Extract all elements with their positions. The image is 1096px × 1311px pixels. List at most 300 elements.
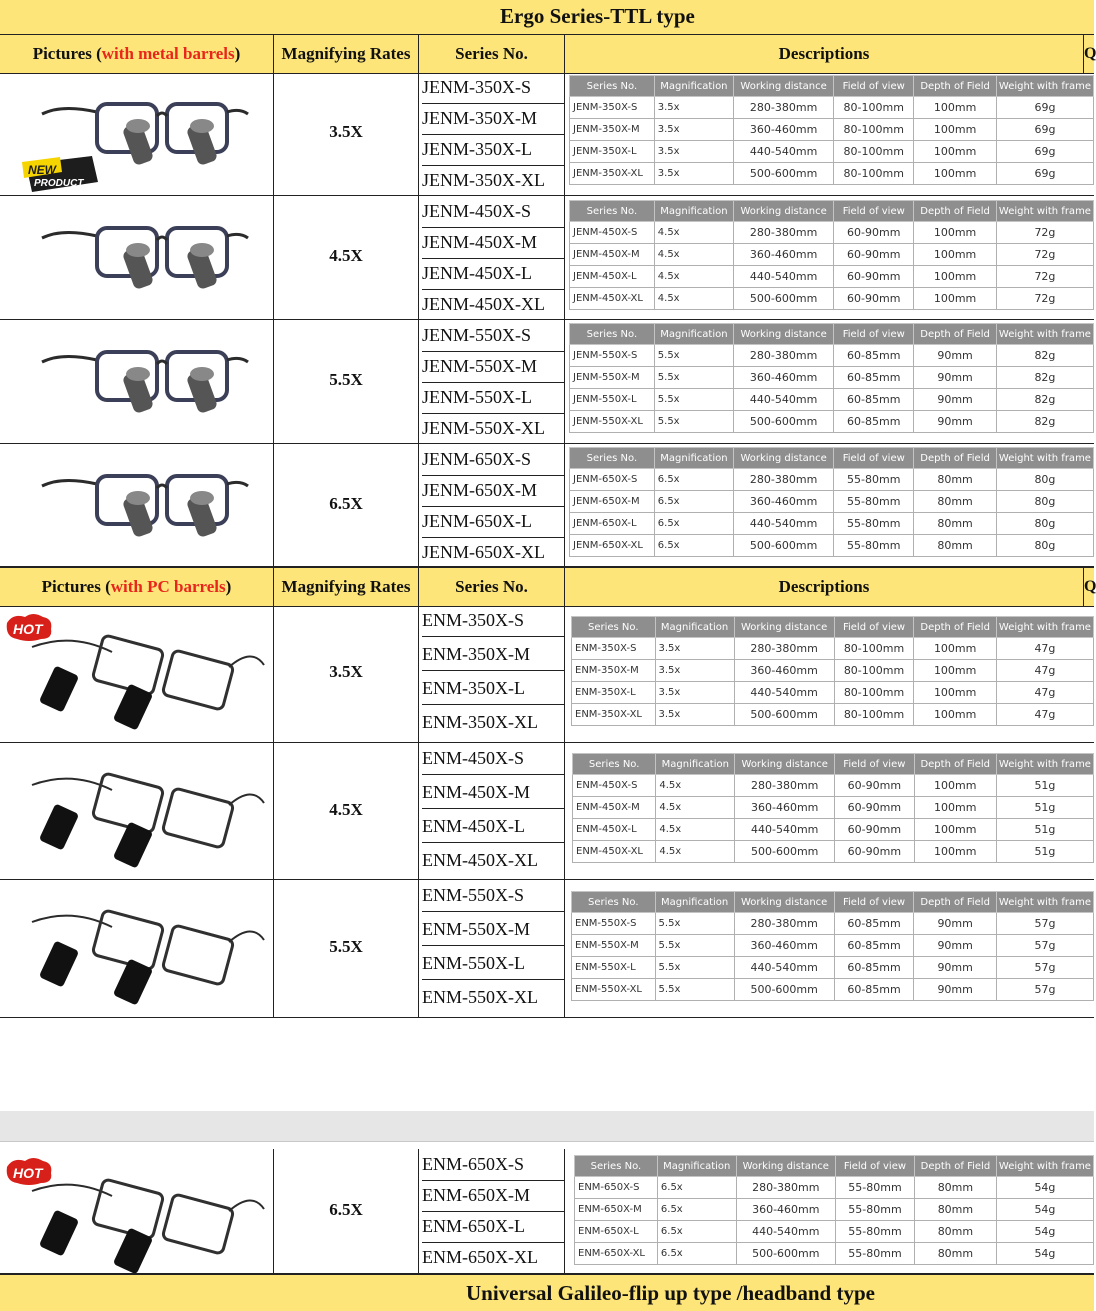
series-number: ENM-550X-L — [422, 948, 564, 980]
series-number: ENM-450X-L — [422, 811, 564, 843]
spec-column-header: Depth of Field — [914, 617, 996, 638]
spec-cell: 47g — [996, 660, 1093, 682]
series-number: JENM-450X-S — [422, 196, 564, 228]
spec-cell: 3.5x — [655, 638, 734, 660]
product-image — [2, 446, 270, 565]
product-image — [2, 882, 270, 1016]
table-row — [573, 797, 1094, 819]
spec-cell: ENM-350X-S — [572, 638, 656, 660]
spec-cell: 280-380mm — [734, 97, 834, 119]
spec-column-header: Working distance — [735, 754, 835, 775]
spec-cell: 90mm — [914, 411, 997, 433]
spec-cell: 360-460mm — [734, 491, 834, 513]
spec-cell: 4.5x — [656, 775, 735, 797]
spec-cell: 4.5x — [654, 244, 733, 266]
hot-badge — [3, 1155, 55, 1194]
spec-cell: 100mm — [914, 97, 997, 119]
spec-cell: 80g — [996, 513, 1093, 535]
spec-cell: 500-600mm — [734, 411, 834, 433]
spec-cell: 90mm — [914, 913, 996, 935]
series-number: ENM-550X-XL — [422, 987, 538, 1007]
table-row — [570, 119, 1094, 141]
spec-cell: 72g — [996, 222, 1093, 244]
table-row — [572, 682, 1094, 704]
table-row — [570, 367, 1094, 389]
spec-table — [569, 75, 1094, 185]
spec-column-header: Working distance — [734, 892, 834, 913]
spec-column-header: Depth of Field — [914, 76, 997, 97]
series-number: JENM-650X-XL — [422, 542, 545, 562]
table-row — [573, 819, 1094, 841]
series-number: ENM-650X-M — [422, 1180, 564, 1212]
spec-cell: 100mm — [914, 288, 997, 310]
spec-column-header: Magnification — [654, 76, 733, 97]
spec-cell: 60-90mm — [835, 819, 914, 841]
series-number: JENM-350X-L — [422, 134, 564, 166]
spec-cell: 3.5x — [655, 660, 734, 682]
spec-cell: 100mm — [914, 660, 996, 682]
magnifying-rate: 4.5X — [329, 246, 363, 265]
spec-cell: 82g — [996, 411, 1093, 433]
header-magnifying: Magnifying Rates — [274, 35, 419, 73]
spec-cell: 60-90mm — [835, 841, 914, 863]
spec-cell: 60-90mm — [835, 797, 914, 819]
spec-cell: 5.5x — [654, 367, 733, 389]
header-pictures — [0, 568, 274, 606]
badge-hot-text: HOT — [13, 621, 43, 637]
spec-cell: 60-85mm — [834, 367, 914, 389]
spec-column-header: Field of view — [834, 617, 914, 638]
series-number: ENM-450X-XL — [422, 850, 538, 870]
spec-cell: 440-540mm — [734, 266, 834, 288]
spec-cell: ENM-350X-L — [572, 682, 656, 704]
header-series: Series No. — [419, 35, 565, 73]
spec-cell: 80-100mm — [834, 97, 914, 119]
spec-cell: 4.5x — [654, 266, 733, 288]
spec-cell: 57g — [996, 957, 1093, 979]
spec-cell: 80-100mm — [834, 638, 914, 660]
series-number: ENM-550X-M — [422, 914, 564, 946]
spec-cell: 80g — [996, 491, 1093, 513]
spec-column-header: Magnification — [654, 201, 733, 222]
header-pictures-highlight: with PC barrels — [110, 577, 226, 596]
spec-cell: 5.5x — [655, 913, 734, 935]
spec-table — [574, 1155, 1094, 1265]
table-row — [570, 345, 1094, 367]
spec-cell: 100mm — [914, 244, 997, 266]
spec-column-header: Magnification — [654, 324, 733, 345]
spec-cell: 440-540mm — [734, 389, 834, 411]
series-number: ENM-450X-M — [422, 777, 564, 809]
spec-cell: 51g — [996, 775, 1093, 797]
spec-cell: 47g — [996, 704, 1093, 726]
spec-cell: ENM-450X-M — [573, 797, 656, 819]
spec-cell: 51g — [996, 841, 1093, 863]
spec-column-header: Magnification — [656, 754, 735, 775]
spec-column-header: Depth of Field — [914, 1156, 996, 1177]
spec-column-header: Depth of Field — [914, 324, 997, 345]
spec-cell: 80mm — [914, 1221, 996, 1243]
spec-cell: JENM-350X-L — [570, 141, 655, 163]
spec-cell: 80-100mm — [834, 163, 914, 185]
spec-column-header: Field of view — [834, 324, 914, 345]
spec-cell: 60-90mm — [834, 222, 914, 244]
magnifying-rate: 5.5X — [329, 937, 363, 956]
spec-cell: 100mm — [914, 775, 996, 797]
spec-cell: 4.5x — [656, 797, 735, 819]
spec-cell: JENM-450X-L — [570, 266, 655, 288]
table-row — [575, 1177, 1094, 1199]
spec-cell: 51g — [996, 797, 1093, 819]
spec-cell: 80mm — [914, 491, 997, 513]
table-row — [572, 660, 1094, 682]
spec-column-header: Working distance — [734, 617, 834, 638]
spec-column-header: Depth of Field — [914, 448, 997, 469]
spec-cell: 280-380mm — [734, 469, 834, 491]
badge-product-text: PRODUCT — [34, 178, 84, 189]
spec-cell: 500-600mm — [734, 704, 834, 726]
spec-cell: 60-85mm — [834, 957, 914, 979]
series-number: JENM-350X-M — [422, 103, 564, 135]
spec-column-header: Series No. — [572, 617, 656, 638]
page-title-bar — [0, 0, 1094, 35]
series-number: ENM-350X-XL — [422, 712, 538, 732]
badge-new-text: NEW — [28, 163, 56, 177]
spec-column-header: Series No. — [570, 201, 655, 222]
spec-cell: 280-380mm — [734, 345, 834, 367]
spec-cell: JENM-550X-S — [570, 345, 655, 367]
spec-cell: JENM-350X-S — [570, 97, 655, 119]
spec-column-header: Working distance — [734, 448, 834, 469]
table-row — [570, 535, 1094, 557]
spec-cell: 90mm — [914, 389, 997, 411]
spec-cell: 82g — [996, 367, 1093, 389]
spec-cell: 4.5x — [654, 222, 733, 244]
spec-cell: 60-85mm — [834, 411, 914, 433]
spec-cell: 60-85mm — [834, 979, 914, 1001]
series-number: JENM-650X-S — [422, 444, 564, 476]
spec-cell: 54g — [996, 1243, 1093, 1265]
header-descriptions: Descriptions — [565, 568, 1084, 606]
spec-column-header: Magnification — [655, 617, 734, 638]
spec-table-header — [570, 201, 1094, 222]
spec-cell: ENM-650X-S — [575, 1177, 658, 1199]
table-row — [572, 638, 1094, 660]
spec-column-header: Field of view — [834, 201, 914, 222]
series-number: ENM-650X-L — [422, 1211, 564, 1243]
product-image — [2, 322, 270, 442]
badge-hot-text: HOT — [13, 1165, 43, 1181]
spec-cell: 5.5x — [654, 411, 733, 433]
table-row — [575, 1243, 1094, 1265]
spec-cell: JENM-450X-S — [570, 222, 655, 244]
spec-column-header: Weight with frame — [996, 324, 1093, 345]
spec-cell: 440-540mm — [734, 513, 834, 535]
spec-column-header: Weight with frame — [996, 892, 1093, 913]
spec-cell: 440-540mm — [734, 957, 834, 979]
spec-cell: ENM-550X-L — [572, 957, 656, 979]
spec-table-header — [573, 754, 1094, 775]
spec-cell: 80mm — [914, 513, 997, 535]
series-number: JENM-450X-XL — [422, 294, 545, 314]
spec-column-header: Series No. — [572, 892, 656, 913]
spec-cell: ENM-650X-XL — [575, 1243, 658, 1265]
spec-cell: 3.5x — [654, 119, 733, 141]
spec-cell: 57g — [996, 913, 1093, 935]
spec-cell: 55-80mm — [836, 1177, 915, 1199]
series-number: JENM-650X-L — [422, 506, 564, 538]
spec-column-header: Series No. — [570, 76, 655, 97]
series-number: JENM-450X-M — [422, 227, 564, 259]
spec-cell: JENM-650X-XL — [570, 535, 655, 557]
spec-cell: 100mm — [914, 266, 997, 288]
spec-cell: 80g — [996, 535, 1093, 557]
spec-cell: 5.5x — [654, 345, 733, 367]
series-number: JENM-450X-L — [422, 258, 564, 290]
header-pictures-suffix: ) — [234, 44, 241, 63]
series-number: ENM-650X-S — [422, 1149, 564, 1181]
spec-cell: JENM-350X-XL — [570, 163, 655, 185]
table-row — [570, 513, 1094, 535]
spec-cell: ENM-450X-S — [573, 775, 656, 797]
spec-cell: 6.5x — [657, 1243, 736, 1265]
spec-cell: 100mm — [914, 797, 996, 819]
spec-cell: JENM-650X-M — [570, 491, 655, 513]
spec-cell: JENM-550X-L — [570, 389, 655, 411]
magnifying-rate: 6.5X — [329, 1199, 363, 1219]
series-number: ENM-550X-S — [422, 880, 564, 912]
spec-cell: JENM-550X-XL — [570, 411, 655, 433]
spec-cell: 55-80mm — [836, 1243, 915, 1265]
spec-cell: 60-90mm — [834, 266, 914, 288]
table-row — [572, 935, 1094, 957]
spec-column-header: Field of view — [834, 448, 914, 469]
table-row — [570, 97, 1094, 119]
series-number: ENM-350X-M — [422, 639, 564, 671]
spec-column-header: Working distance — [736, 1156, 835, 1177]
spec-cell: 500-600mm — [736, 1243, 835, 1265]
spec-cell: 80-100mm — [834, 660, 914, 682]
table-row — [572, 913, 1094, 935]
spec-column-header: Field of view — [835, 754, 914, 775]
spec-column-header: Magnification — [654, 448, 733, 469]
magnifying-rate: 6.5X — [329, 493, 363, 513]
series-number: JENM-550X-S — [422, 320, 564, 352]
spec-table — [571, 891, 1094, 1001]
spec-cell: 69g — [996, 163, 1093, 185]
spec-cell: 100mm — [914, 841, 996, 863]
spec-table-header — [572, 892, 1094, 913]
series-number: JENM-550X-L — [422, 382, 564, 414]
spec-table — [569, 447, 1094, 557]
spec-cell: 100mm — [914, 119, 997, 141]
table-row — [570, 491, 1094, 513]
spec-column-header: Weight with frame — [996, 1156, 1093, 1177]
spec-table-header — [570, 76, 1094, 97]
header-magnifying: Magnifying Rates — [274, 568, 419, 606]
table-row — [573, 841, 1094, 863]
spec-cell: 80-100mm — [834, 704, 914, 726]
table-row — [570, 244, 1094, 266]
spec-column-header: Field of view — [834, 76, 914, 97]
spec-cell: 47g — [996, 638, 1093, 660]
header-pictures-highlight: with metal barrels — [101, 44, 235, 63]
product-image — [2, 198, 270, 318]
spec-column-header: Weight with frame — [996, 448, 1093, 469]
spec-cell: 4.5x — [656, 819, 735, 841]
series-number: JENM-350X-S — [422, 72, 564, 104]
table-row — [570, 389, 1094, 411]
spec-column-header: Series No. — [570, 448, 655, 469]
series-number: JENM-350X-XL — [422, 170, 545, 190]
header-series: Series No. — [419, 568, 565, 606]
spec-column-header: Working distance — [734, 324, 834, 345]
spec-cell: 5.5x — [655, 935, 734, 957]
spec-cell: 6.5x — [654, 469, 733, 491]
spec-cell: 5.5x — [654, 389, 733, 411]
header-pictures — [0, 35, 274, 73]
spec-cell: JENM-650X-L — [570, 513, 655, 535]
spec-table — [572, 753, 1094, 863]
spec-column-header: Weight with frame — [996, 617, 1093, 638]
spec-cell: JENM-350X-M — [570, 119, 655, 141]
spec-cell: 54g — [996, 1177, 1093, 1199]
spec-cell: 82g — [996, 345, 1093, 367]
spec-cell: 360-460mm — [734, 367, 834, 389]
spec-cell: ENM-350X-XL — [572, 704, 656, 726]
spec-cell: 55-80mm — [834, 491, 914, 513]
series-number: ENM-650X-XL — [422, 1247, 538, 1267]
spec-table — [569, 200, 1094, 310]
spec-cell: 6.5x — [657, 1221, 736, 1243]
header-pictures-prefix: Pictures ( — [32, 44, 102, 63]
magnifying-rate: 3.5X — [329, 662, 363, 681]
table-row — [570, 266, 1094, 288]
spec-column-header: Magnification — [655, 892, 734, 913]
spec-cell: ENM-450X-L — [573, 819, 656, 841]
spec-cell: 82g — [996, 389, 1093, 411]
spec-cell: 60-90mm — [835, 775, 914, 797]
spec-table-header — [570, 448, 1094, 469]
spec-cell: ENM-550X-S — [572, 913, 656, 935]
spec-cell: 60-85mm — [834, 389, 914, 411]
series-number: JENM-650X-M — [422, 475, 564, 507]
hot-badge — [3, 611, 55, 650]
table-row — [572, 957, 1094, 979]
spec-cell: 100mm — [914, 163, 997, 185]
spec-cell: 69g — [996, 97, 1093, 119]
table-row — [570, 222, 1094, 244]
spec-cell: ENM-650X-M — [575, 1199, 658, 1221]
spec-cell: 100mm — [914, 222, 997, 244]
new-product-badge — [22, 154, 102, 199]
spec-cell: 500-600mm — [734, 288, 834, 310]
spec-column-header: Working distance — [734, 201, 834, 222]
spec-cell: 55-80mm — [834, 469, 914, 491]
spec-cell: 80mm — [914, 1243, 996, 1265]
table-row — [573, 775, 1094, 797]
spec-column-header: Series No. — [570, 324, 655, 345]
spec-column-header: Depth of Field — [914, 892, 996, 913]
series-number: ENM-350X-L — [422, 673, 564, 705]
series-number: JENM-550X-XL — [422, 418, 545, 438]
page-title: Ergo Series-TTL type — [500, 4, 695, 28]
spec-cell: JENM-550X-M — [570, 367, 655, 389]
spec-cell: 51g — [996, 819, 1093, 841]
spec-cell: 6.5x — [654, 513, 733, 535]
spec-column-header: Magnification — [657, 1156, 736, 1177]
spec-cell: 3.5x — [655, 682, 734, 704]
series-number: ENM-450X-S — [422, 743, 564, 775]
spec-cell: 55-80mm — [836, 1221, 915, 1243]
spec-cell: 360-460mm — [734, 119, 834, 141]
spec-cell: 100mm — [914, 704, 996, 726]
spec-cell: 100mm — [914, 819, 996, 841]
spec-cell: 47g — [996, 682, 1093, 704]
spec-cell: 100mm — [914, 682, 996, 704]
spec-cell: 72g — [996, 288, 1093, 310]
spec-cell: 90mm — [914, 979, 996, 1001]
spec-column-header: Field of view — [834, 892, 914, 913]
spec-table — [571, 616, 1094, 726]
spec-cell: 80-100mm — [834, 682, 914, 704]
spec-column-header: Series No. — [573, 754, 656, 775]
spec-cell: 60-85mm — [834, 935, 914, 957]
table-row — [570, 141, 1094, 163]
spec-cell: 69g — [996, 119, 1093, 141]
product-image — [2, 745, 270, 878]
spec-cell: 80mm — [914, 1177, 996, 1199]
spec-cell: 440-540mm — [736, 1221, 835, 1243]
spec-cell: 60-85mm — [834, 345, 914, 367]
spec-cell: 57g — [996, 979, 1093, 1001]
spec-cell: 72g — [996, 244, 1093, 266]
spec-cell: 55-80mm — [834, 535, 914, 557]
spec-cell: 360-460mm — [734, 244, 834, 266]
magnifying-rate: 3.5X — [329, 122, 363, 141]
table-header-pc — [0, 567, 1094, 607]
spec-cell: JENM-650X-S — [570, 469, 655, 491]
spec-cell: 90mm — [914, 957, 996, 979]
table-row — [572, 979, 1094, 1001]
table-row — [575, 1221, 1094, 1243]
page-break-gap — [0, 1111, 1094, 1142]
spec-cell: 3.5x — [654, 97, 733, 119]
spec-cell: 500-600mm — [734, 535, 834, 557]
spec-cell: 55-80mm — [834, 513, 914, 535]
spec-cell: 500-600mm — [734, 163, 834, 185]
spec-table — [569, 323, 1094, 433]
spec-cell: 5.5x — [655, 957, 734, 979]
spec-cell: ENM-350X-M — [572, 660, 656, 682]
spec-cell: 280-380mm — [736, 1177, 835, 1199]
table-row — [570, 163, 1094, 185]
spec-column-header: Series No. — [575, 1156, 658, 1177]
footer-title: Universal Galileo-flip up type /headband type — [466, 1281, 875, 1305]
spec-cell: 80g — [996, 469, 1093, 491]
spec-cell: 55-80mm — [836, 1199, 915, 1221]
spec-cell: 60-85mm — [834, 913, 914, 935]
spec-column-header: Field of view — [836, 1156, 915, 1177]
header-descriptions: Descriptions — [565, 35, 1084, 73]
spec-column-header: Working distance — [734, 76, 834, 97]
spec-cell: 280-380mm — [734, 913, 834, 935]
spec-cell: 100mm — [914, 141, 997, 163]
spec-cell: 6.5x — [657, 1177, 736, 1199]
spec-cell: 90mm — [914, 345, 997, 367]
spec-cell: 360-460mm — [735, 797, 835, 819]
header-pictures-suffix: ) — [225, 577, 232, 596]
